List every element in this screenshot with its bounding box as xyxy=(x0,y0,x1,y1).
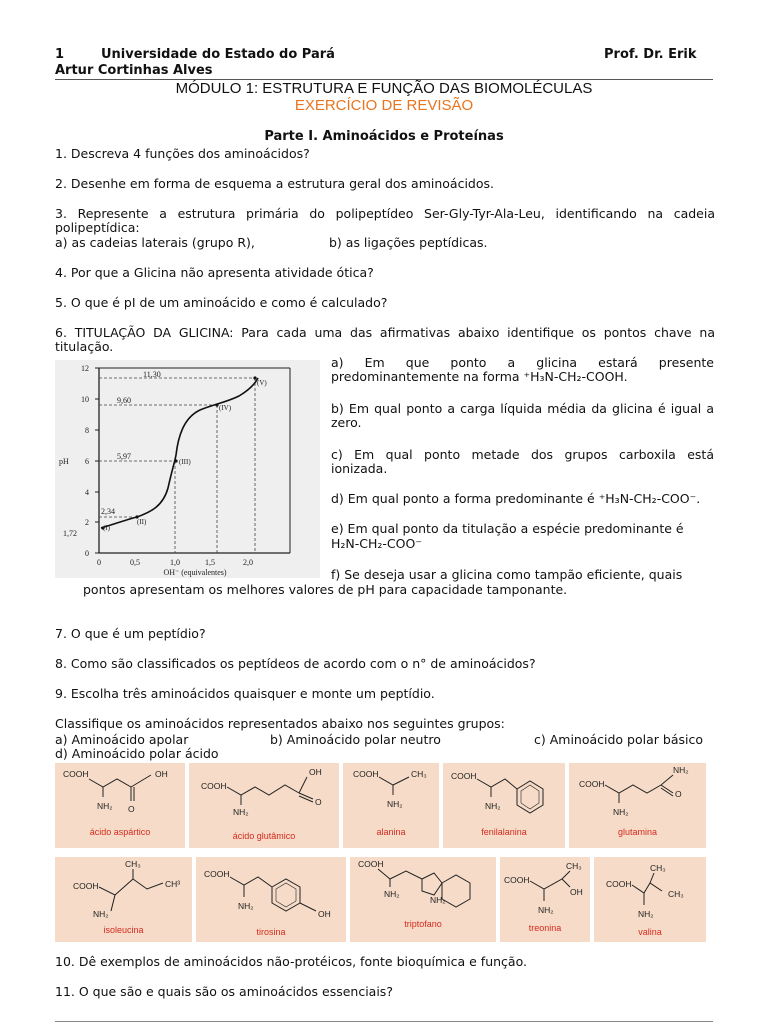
svg-text:COOH: COOH xyxy=(606,879,632,889)
amino-card-aspartic xyxy=(55,763,185,848)
amino-name-tryptophan: triptofano xyxy=(404,919,442,929)
amino-card-phenylalanine xyxy=(443,763,565,848)
y-tick-6: 6 xyxy=(85,457,89,466)
svg-text:NH₂: NH₂ xyxy=(97,801,113,811)
exercise-title: EXERCÍCIO DE REVISÃO xyxy=(294,97,474,114)
amino-name-aspartic: ácido aspártico xyxy=(89,827,151,837)
svg-text:NH₂: NH₂ xyxy=(387,799,403,809)
svg-text:O: O xyxy=(315,797,322,807)
svg-text:COOH: COOH xyxy=(63,769,89,779)
classify-instruction: Classifique os aminoácidos representados abaixo nos seguintes grupos: xyxy=(55,716,505,731)
y-tick-12: 12 xyxy=(81,364,89,373)
svg-text:COOH: COOH xyxy=(73,881,99,891)
annotation-11-30: 11,30 xyxy=(143,370,161,379)
group-b: b) Aminoácido polar neutro xyxy=(270,732,441,747)
amino-card-alanine xyxy=(343,763,439,848)
y-tick-1-72: 1,72 xyxy=(63,529,77,538)
amino-name-glutamine: glutamina xyxy=(617,827,658,837)
x-tick-1-5: 1,5 xyxy=(205,558,215,567)
amino-card-valine xyxy=(594,857,706,942)
question-7: 7. O que é um peptídio? xyxy=(55,626,206,641)
question-6-b: b) Em qual ponto a carga líquida média da glicina é igual a zero. xyxy=(331,401,714,430)
svg-text:OH: OH xyxy=(318,909,331,919)
question-10: 10. Dê exemplos de aminoácidos não-protéicos, fonte bioquímica e função. xyxy=(55,954,527,969)
amino-card-glutamine xyxy=(569,763,706,848)
svg-text:NH₂: NH₂ xyxy=(673,765,689,775)
amino-name-threonine: treonina xyxy=(528,923,562,933)
point-label-II: (II) xyxy=(137,518,147,526)
svg-text:NH₂: NH₂ xyxy=(238,901,254,911)
group-c: c) Aminoácido polar básico xyxy=(534,732,703,747)
svg-text:COOH: COOH xyxy=(353,769,379,779)
question-6-e-formula: H₂N-CH₂-COO⁻ xyxy=(331,536,422,551)
svg-text:NH₂: NH₂ xyxy=(93,909,109,919)
y-tick-10: 10 xyxy=(81,395,89,404)
svg-text:OH: OH xyxy=(570,887,583,897)
amino-name-alanine: alanina xyxy=(376,827,406,837)
x-tick-0-5: 0,5 xyxy=(130,558,140,567)
svg-text:NH₂: NH₂ xyxy=(613,807,629,817)
question-8: 8. Como são classificados os peptídeos de acordo com o n° de aminoácidos? xyxy=(55,656,536,671)
author-line-1: Prof. Dr. Erik xyxy=(604,47,697,62)
question-3-b: b) as ligações peptídicas. xyxy=(329,235,488,250)
group-d: d) Aminoácido polar ácido xyxy=(55,746,219,761)
svg-text:COOH: COOH xyxy=(358,859,384,869)
question-6-c: c) Em qual ponto metade dos grupos carboxila está ionizada. xyxy=(331,447,714,476)
svg-text:COOH: COOH xyxy=(204,869,230,879)
amino-name-tyrosine: tirosina xyxy=(256,927,286,937)
question-4: 4. Por que a Glicina não apresenta atividade ótica? xyxy=(55,265,374,280)
amino-card-tyrosine xyxy=(196,857,346,942)
y-tick-8: 8 xyxy=(85,426,89,435)
svg-text:NH₂: NH₂ xyxy=(638,909,654,919)
amino-card-threonine xyxy=(500,857,590,942)
titration-graph xyxy=(55,360,320,578)
y-tick-0: 0 xyxy=(85,549,89,558)
point-label-V: (V) xyxy=(257,379,267,387)
annotation-5-97: 5,97 xyxy=(117,452,131,461)
university-name: Universidade do Estado do Pará xyxy=(101,47,335,62)
question-1: 1. Descreva 4 funções dos aminoácidos? xyxy=(55,146,310,161)
svg-text:NH₂: NH₂ xyxy=(485,801,501,811)
svg-text:NH₂: NH₂ xyxy=(233,807,249,817)
question-2: 2. Desenhe em forma de esquema a estrutura geral dos aminoácidos. xyxy=(55,176,494,191)
svg-text:OH: OH xyxy=(155,769,168,779)
question-6-f: f) Se deseja usar a glicina como tampão eficiente, quais xyxy=(331,567,683,582)
amino-card-isoleucine xyxy=(55,857,192,942)
amino-card-tryptophan xyxy=(350,857,496,942)
annotation-2-34: 2,34 xyxy=(101,507,115,516)
footer-divider xyxy=(55,1021,713,1022)
svg-text:NH₂: NH₂ xyxy=(538,905,554,915)
svg-text:COOH: COOH xyxy=(451,771,477,781)
question-11: 11. O que são e quais são os aminoácidos essenciais? xyxy=(55,984,393,999)
question-6-f-cont: pontos apresentam os melhores valores de pH para capacidade tamponante. xyxy=(83,582,568,597)
question-5: 5. O que é pI de um aminoácido e como é calculado? xyxy=(55,295,388,310)
part-title: Parte I. Aminoácidos e Proteínas xyxy=(264,129,504,144)
svg-text:O: O xyxy=(128,804,135,814)
question-6: 6. TITULAÇÃO DA GLICINA: Para cada uma das afirmativas abaixo identifique os pontos chave na titulação. xyxy=(55,325,715,354)
amino-name-phenylalanine: fenilalanina xyxy=(481,827,527,837)
svg-text:CH₃: CH₃ xyxy=(411,769,427,779)
point-label-IV: (IV) xyxy=(219,404,232,412)
point-label-III: (III) xyxy=(179,458,191,466)
svg-text:OH: OH xyxy=(309,767,322,777)
amino-card-glutamic xyxy=(189,763,339,848)
x-tick-1-0: 1,0 xyxy=(170,558,180,567)
amino-name-isoleucine: isoleucina xyxy=(103,925,144,935)
x-tick-2-0: 2,0 xyxy=(243,558,253,567)
page-number: 1 xyxy=(55,47,65,62)
svg-text:CH₃: CH₃ xyxy=(125,859,141,869)
question-3-a: a) as cadeias laterais (grupo R), xyxy=(55,235,255,250)
svg-text:NH₂: NH₂ xyxy=(430,895,446,905)
question-3: 3. Represente a estrutura primária do polipeptídeo Ser-Gly-Tyr-Ala-Leu, identificando na cadeia polipeptídica: xyxy=(55,206,715,235)
question-6-e: e) Em qual ponto da titulação a espécie predominante é xyxy=(331,521,684,536)
question-9: 9. Escolha três aminoácidos quaisquer e monte um peptídio. xyxy=(55,686,435,701)
svg-text:CH₃: CH₃ xyxy=(566,861,582,871)
svg-text:COOH: COOH xyxy=(579,779,605,789)
svg-text:CH₃: CH₃ xyxy=(650,863,666,873)
y-tick-2: 2 xyxy=(85,518,89,527)
svg-text:COOH: COOH xyxy=(504,875,530,885)
amino-name-glutamic: ácido glutâmico xyxy=(232,831,296,841)
x-tick-0: 0 xyxy=(97,558,101,567)
module-title: MÓDULO 1: ESTRUTURA E FUNÇÃO DAS BIOMOLÉCULAS xyxy=(175,80,593,97)
svg-text:NH₂: NH₂ xyxy=(384,889,400,899)
svg-text:CH³: CH³ xyxy=(165,879,181,889)
svg-text:CH₃: CH₃ xyxy=(668,889,684,899)
point-label-I: (I) xyxy=(103,524,110,532)
y-tick-4: 4 xyxy=(85,488,89,497)
question-6-d: d) Em qual ponto a forma predominante é ⁺H₃N-CH₂-COO⁻. xyxy=(331,491,701,506)
svg-text:COOH: COOH xyxy=(201,781,227,791)
svg-text:O: O xyxy=(675,789,682,799)
x-axis-label: OH⁻ (equivalentes) xyxy=(163,568,227,577)
y-axis-label: pH xyxy=(59,457,69,466)
question-6-a: a) Em que ponto a glicina estará presente predominantemente na forma ⁺H₃N-CH₂-COOH. xyxy=(331,355,714,384)
annotation-9-60: 9,60 xyxy=(117,396,131,405)
group-a: a) Aminoácido apolar xyxy=(55,732,189,747)
amino-name-valine: valina xyxy=(638,927,662,937)
author-line-2: Artur Cortinhas Alves xyxy=(55,63,213,78)
